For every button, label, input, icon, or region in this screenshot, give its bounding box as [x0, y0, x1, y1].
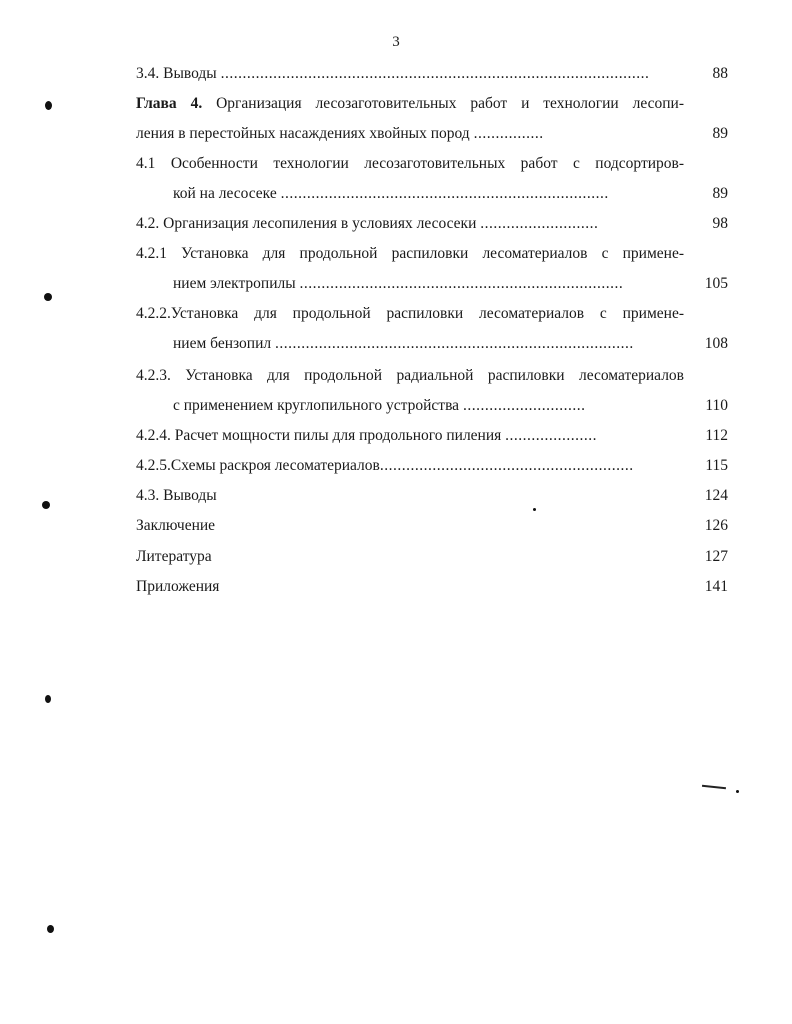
toc-entry-title: 4.2.1 Установка для продольной распиловки лесоматериалов с примене- — [136, 245, 684, 262]
toc-page-number: 105 — [704, 275, 728, 292]
scan-speck — [45, 101, 52, 110]
toc-dot-leader: ........................................................................... — [280, 185, 609, 202]
toc-entry-title: 4.2.4. Расчет мощности пилы для продольного пиления — [136, 427, 506, 444]
toc-page-number: 115 — [705, 457, 728, 474]
toc-entry-title: 3.4. Выводы — [136, 65, 221, 82]
toc-dot-leader: ........................... — [480, 215, 599, 232]
toc-entry-title: 4.2.2.Установка для продольной распиловки лесоматериалов с примене- — [136, 305, 684, 322]
page-number: 3 — [392, 34, 400, 50]
toc-entry-title: 4.3. Выводы — [136, 487, 217, 504]
toc-page-number: 89 — [712, 185, 728, 202]
scan-speck — [47, 925, 54, 933]
scan-speck — [42, 501, 50, 509]
toc-entry-title-cont: нием бензопил — [173, 335, 275, 352]
scan-speck — [533, 508, 536, 511]
toc-entry-title: 4.2.3. Установка для продольной радиальной распиловки лесоматериалов — [136, 367, 684, 384]
toc-page-number: 124 — [704, 487, 728, 504]
toc-chapter-label: Глава 4. — [136, 95, 203, 112]
scan-mark — [702, 785, 726, 789]
toc-entry-title-cont: нием электропилы — [173, 275, 300, 292]
toc-entry-title: 4.1 Особенности технологии лесозаготовительных работ с подсортиров- — [136, 155, 684, 172]
toc-dot-leader: ............................ — [462, 397, 586, 414]
toc-page-number: 110 — [705, 397, 728, 414]
toc-entry-title: Литература — [136, 548, 212, 565]
scan-speck — [45, 695, 51, 703]
toc-page-number: 126 — [704, 517, 728, 534]
toc-entry-title: Организация лесозаготовительных работ и технологии лесопи- — [202, 95, 684, 112]
toc-page-number: 112 — [705, 427, 728, 444]
toc-dot-leader: .................................................................................................. — [220, 65, 650, 82]
toc-page-number: 141 — [704, 578, 728, 595]
scan-speck — [44, 293, 52, 301]
toc-entry-title-cont: с применением круглопильного устройства — [173, 397, 463, 414]
toc-entry-title: 4.2.5.Схемы раскроя лесоматериалов — [136, 457, 380, 474]
toc-dot-leader: ................ — [473, 125, 544, 142]
toc-entry-title: 4.2. Организация лесопиления в условиях лесосеки — [136, 215, 481, 232]
toc-page-number: 108 — [704, 335, 728, 352]
scan-speck — [736, 790, 739, 793]
toc-page-number: 89 — [712, 125, 728, 142]
toc-dot-leader: .................................................................................. — [275, 335, 634, 352]
toc-dot-leader: .......................................................... — [379, 457, 634, 474]
toc-page-number: 98 — [712, 215, 728, 232]
toc-entry-title: Приложения — [136, 578, 220, 595]
toc-entry-title-cont: ления в перестойных насаждениях хвойных пород — [136, 125, 474, 142]
toc-entry-title: Заключение — [136, 517, 216, 534]
toc-entry-title-cont: кой на лесосеке — [173, 185, 281, 202]
toc-dot-leader: .......................................................................... — [299, 275, 624, 292]
toc-dot-leader: ..................... — [505, 427, 598, 444]
toc-page-number: 127 — [704, 548, 728, 565]
toc-page-number: 88 — [712, 65, 728, 82]
